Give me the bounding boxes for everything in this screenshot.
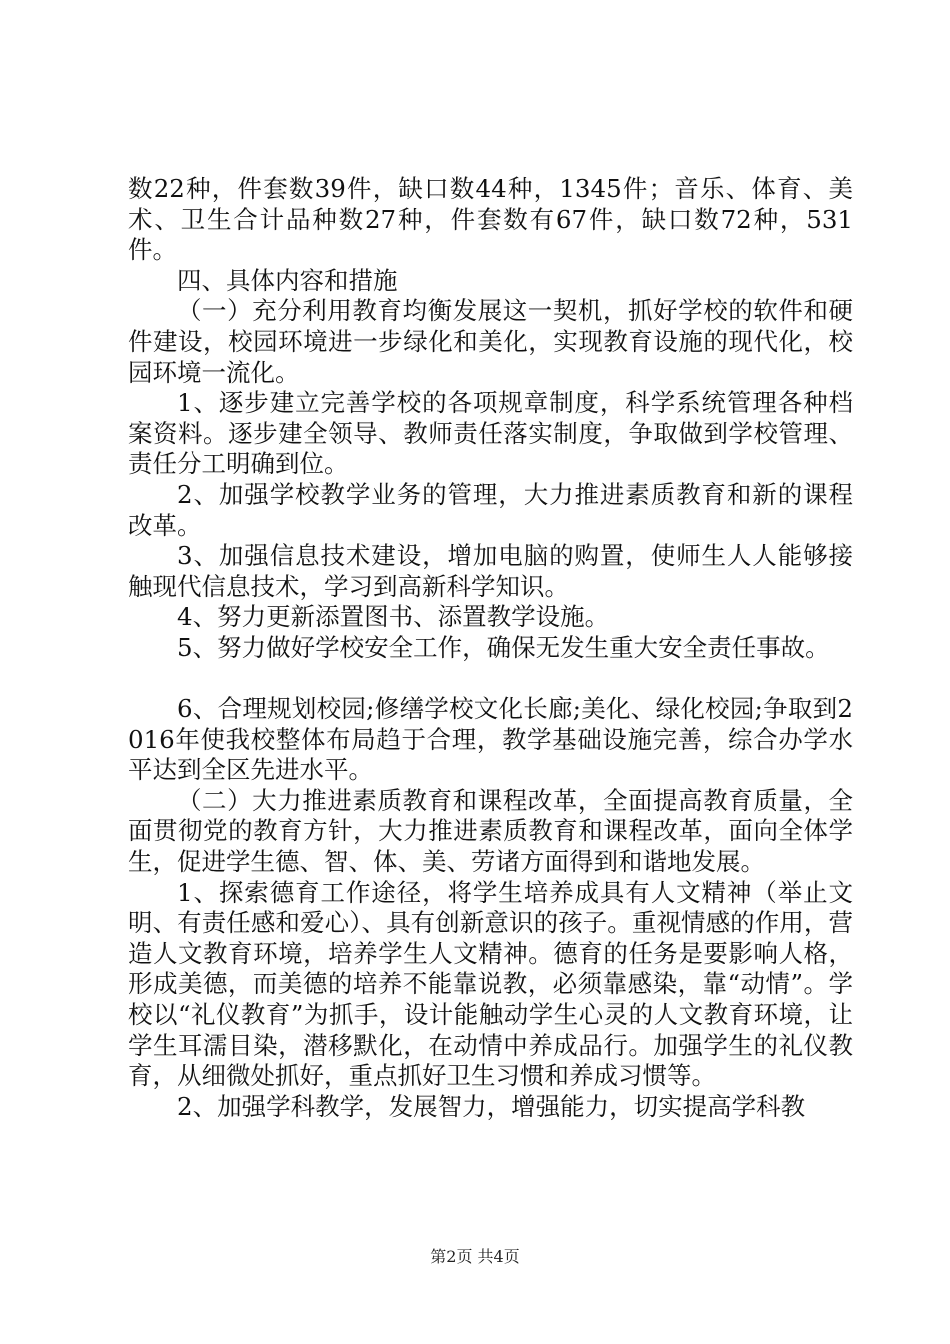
list-item-paragraph: 1、逐步建立完善学校的各项规章制度，科学系统管理各种档案资料。逐步建全领导、教师责任落实制度，争取做到学校管理、责任分工明确到位。 (128, 388, 853, 479)
list-item-paragraph: 2、加强学科教学，发展智力，增强能力，切实提高学科教 (177, 1091, 806, 1121)
list-item-paragraph: 2、加强学校教学业务的管理，大力推进素质教育和新的课程改革。 (128, 479, 853, 540)
paragraph-continuation: 数22种，件套数39件，缺口数44种，1345件；音乐、体育、美术、卫生合计品种数27种，件套数有67件，缺口数72种，531件。 (128, 174, 853, 265)
page-number-footer: 第2页 共4页 (430, 1247, 520, 1266)
list-item-paragraph: 1、探索德育工作途径，将学生培养成具有人文精神（举止文明、有责任感和爱心）、具有创新意识的孩子。重视情感的作用，营造人文教育环境，培养学生人文精神。德育的任务是要影响人格，形成美德，而美德的培养不能靠说教，必须靠感染，靠“动情”。学校以“礼仪教育”为抓手，设计能触动学生心灵的人文教育环境，让学生耳濡目染，潜移默化，在动情中养成品行。加强学生的礼仪教育，从细微处抓好，重点抓好卫生习惯和养成习惯等。 (128, 877, 853, 1091)
list-item-paragraph: 4、努力更新添置图书、添置教学设施。 (177, 602, 610, 632)
list-item-paragraph: 3、加强信息技术建设，增加电脑的购置，使师生人人能够接触现代信息技术，学习到高新科学知识。 (128, 541, 853, 601)
list-item-paragraph: 5、努力做好学校安全工作，确保无发生重大安全责任事故。 (177, 632, 830, 662)
subsection-paragraph: （二）大力推进素质教育和课程改革，全面提高教育质量，全面贯彻党的教育方针，大力推进素质教育和课程改革，面向全体学生，促进学生德、智、体、美、劳诸方面得到和谐地发展。 (128, 785, 853, 877)
subsection-paragraph: （一）充分利用教育均衡发展这一契机，抓好学校的软件和硬件建设，校园环境进一步绿化和美化，实现教育设施的现代化，校园环境一流化。 (128, 296, 853, 387)
section-heading: 四、具体内容和措施 (177, 265, 398, 295)
document-body (128, 174, 853, 1122)
list-item-paragraph: 6、合理规划校园;修缮学校文化长廊;美化、绿化校园;争取到2016年使我校整体布局趋于合理，教学基础设施完善，综合办学水平达到全区先进水平。 (128, 694, 853, 785)
